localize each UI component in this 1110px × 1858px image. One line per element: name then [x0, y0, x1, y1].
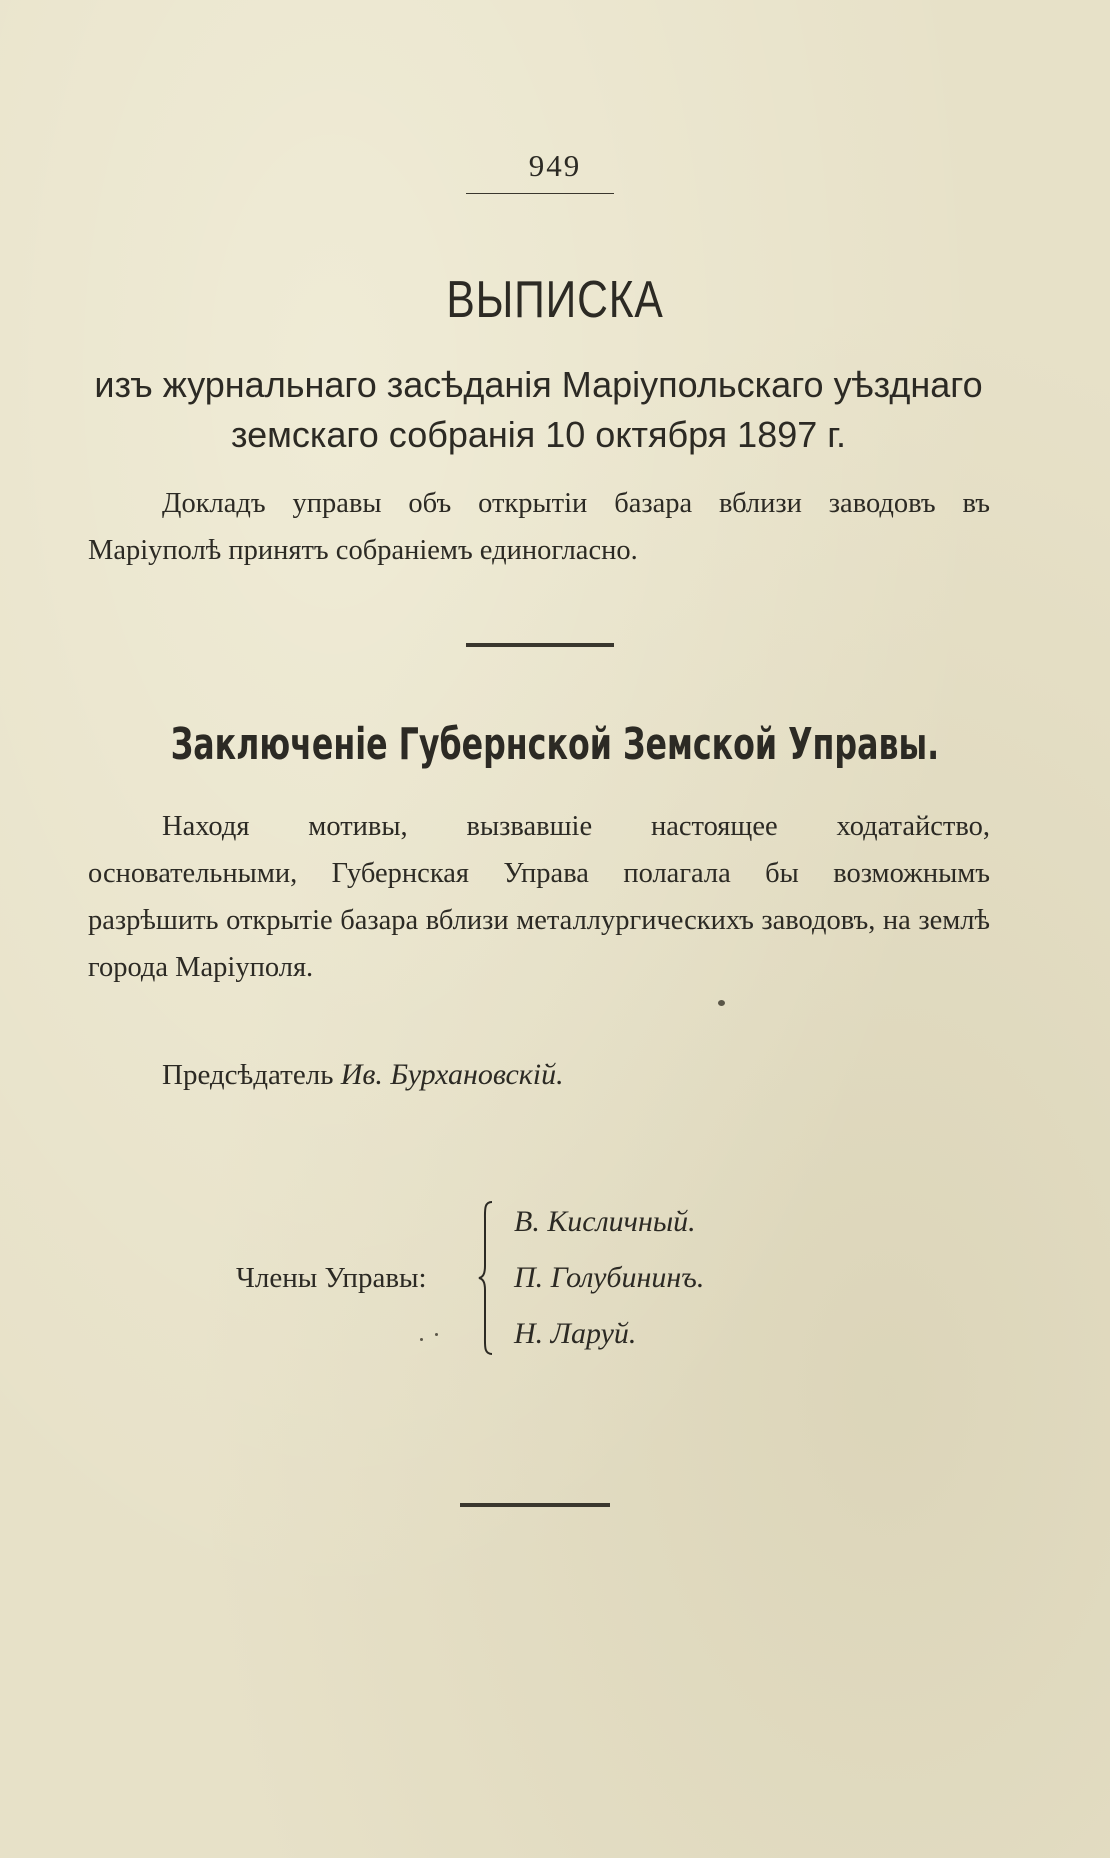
paper-speck	[435, 1333, 438, 1336]
section-divider-bottom	[460, 1503, 610, 1507]
paper-speck	[718, 1000, 725, 1006]
chairman-name: Ив. Бурхановскій.	[340, 1058, 564, 1091]
member-name: Н. Ларуй.	[514, 1317, 637, 1350]
members-label: Члены Управы:	[236, 1262, 427, 1294]
document-title: ВЫПИСКА	[446, 271, 664, 329]
paper-speck	[420, 1338, 423, 1341]
member-name: П. Голубининъ.	[514, 1261, 705, 1294]
page-number: 949	[528, 148, 582, 183]
page-number-underline	[466, 193, 614, 194]
conclusion-paragraph: Находя мотивы, вызвавшіе настоящее ходатайство, основательными, Губернская Управа полагала бы возможнымъ разрѣшить открытіе базара вблизи металлургическихъ заводовъ, на землѣ города Маріуполя.	[88, 811, 990, 983]
chairman-signature	[162, 1052, 564, 1098]
conclusion-title: Заключеніе Губернской Земской Управы.	[170, 719, 940, 770]
member-name: В. Кисличный.	[514, 1205, 696, 1238]
section-divider-top	[466, 643, 614, 647]
members-brace	[478, 1200, 496, 1356]
chairman-label: Предсѣдатель	[162, 1059, 334, 1091]
report-paragraph: Докладъ управы объ открытіи базара вблизи заводовъ въ Маріуполѣ принятъ собраніемъ единогласно.	[88, 488, 990, 566]
document-subtitle: изъ журнальнаго засѣданія Маріупольскаго уѣзднаго земскаго собранія 10 октября 1897 г.	[94, 364, 983, 455]
